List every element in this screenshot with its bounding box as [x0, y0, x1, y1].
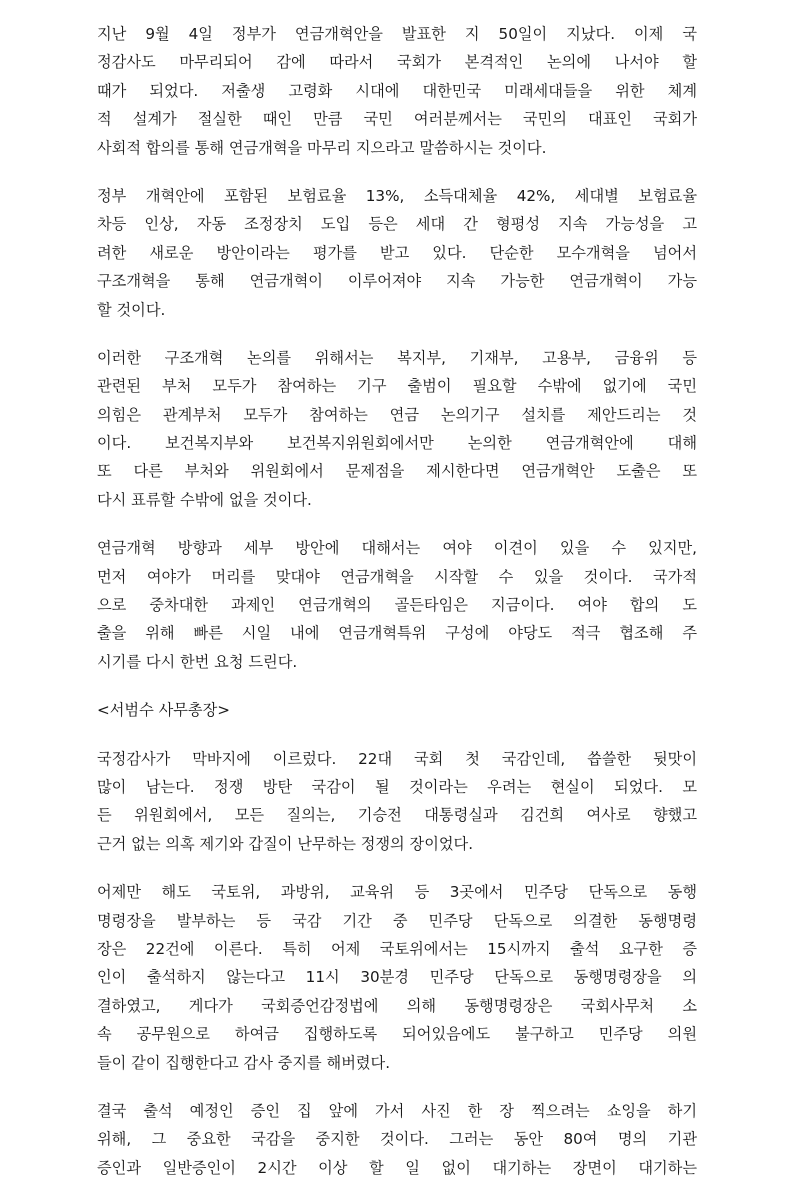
paragraph-audit-summary: [97, 745, 697, 859]
text-line: 려한 새로운 방안이라는 평가를 받고 있다. 단순한 모수개혁을 넘어서: [97, 243, 697, 262]
paragraph-subpoena-orders: [97, 878, 697, 1077]
paragraph-audit-suspension: [97, 1097, 697, 1182]
text-line: 시기를 다시 한번 요청 드린다.: [97, 652, 298, 671]
text-line: 위해, 그 중요한 국감을 중지한 것이다. 그러는 동안 80여 명의 기관: [97, 1130, 697, 1149]
text-line: 차등 인상, 자동 조정장치 도입 등은 세대 간 형평성 지속 가능성을 고: [97, 215, 697, 234]
text-line: 속 공무원으로 하여금 집행하도록 되어있음에도 불구하고 민주당 의원: [97, 1025, 697, 1044]
text-line: 많이 남는다. 정쟁 방탄 국감이 될 것이라는 우려는 현실이 되었다. 모: [97, 777, 697, 796]
paragraph-structural-reform: [97, 344, 697, 514]
text-line: 먼저 여야가 머리를 맞대야 연금개혁을 시작할 수 있을 것이다. 국가적: [97, 567, 697, 586]
text-line: 또 다른 부처와 위원회에서 문제점을 제시한다면 연금개혁안 도출은 또: [97, 462, 697, 481]
text-line: 든 위원회에서, 모든 질의는, 기승전 대통령실과 김건희 여사로 향했고: [97, 806, 697, 825]
text-line: 장은 22건에 이른다. 특히 어제 국토위에서는 15시까지 출석 요구한 증: [97, 939, 697, 958]
text-line: 적 설계가 절실한 때인 만큼 국민 여러분께서는 국민의 대표인 국회가: [97, 110, 697, 129]
text-line: 인이 출석하지 않는다고 11시 30분경 민주당 단독으로 동행명령장을 의: [97, 968, 697, 987]
text-line: 때가 되었다. 저출생 고령화 시대에 대한민국 미래세대들을 위한 체계: [97, 81, 697, 100]
text-line: 관련된 부처 모두가 참여하는 기구 출범이 필요할 수밖에 없기에 국민: [97, 377, 697, 396]
text-line: 들이 같이 집행한다고 감사 중지를 해버렸다.: [97, 1053, 391, 1072]
text-line: 명령장을 발부하는 등 국감 기간 중 민주당 단독으로 의결한 동행명령: [97, 911, 697, 930]
document-body: [97, 20, 697, 1202]
text-line: 결하였고, 게다가 국회증언감정법에 의해 동행명령장은 국회사무처 소: [97, 996, 697, 1015]
text-line: 사회적 합의를 통해 연금개혁을 마무리 지으라고 말씀하시는 것이다.: [97, 138, 547, 157]
speaker-heading-block: [97, 696, 697, 724]
paragraph-pension-reform-intro: [97, 20, 697, 162]
text-line: 정부 개혁안에 포함된 보험료율 13%, 소득대체율 42%, 세대별 보험료율: [97, 186, 697, 205]
paragraph-bipartisan-request: [97, 534, 697, 676]
text-line: 어제만 해도 국토위, 과방위, 교육위 등 3곳에서 민주당 단독으로 동행: [97, 883, 697, 902]
text-line: 다시 표류할 수밖에 없을 것이다.: [97, 490, 312, 509]
text-line: 연금개혁 방향과 세부 방안에 대해서는 여야 이견이 있을 수 있지만,: [97, 539, 697, 558]
text-line: 지난 9월 4일 정부가 연금개혁안을 발표한 지 50일이 지났다. 이제 국: [97, 25, 697, 43]
text-line: 정감사도 마무리되어 감에 따라서 국회가 본격적인 논의에 나서야 할: [97, 53, 697, 72]
text-line: 으로 중차대한 과제인 연금개혁의 골든타임은 지금이다. 여야 합의 도: [97, 596, 697, 615]
text-line: 결국 출석 예정인 증인 집 앞에 가서 사진 한 장 찍으려는 쇼잉을 하기: [97, 1101, 697, 1120]
text-line: 의힘은 관계부처 모두가 참여하는 연금 논의기구 설치를 제안드리는 것: [97, 405, 697, 424]
text-line: 국정감사가 막바지에 이르렀다. 22대 국회 첫 국감인데, 씁쓸한 뒷맛이: [97, 749, 697, 768]
speaker-heading: <서범수 사무총장>: [97, 701, 230, 720]
text-line: 구조개혁을 통해 연금개혁이 이루어져야 지속 가능한 연금개혁이 가능: [97, 272, 697, 291]
text-line: 이다. 보건복지부와 보건복지위원회에서만 논의한 연금개혁안에 대해: [97, 434, 697, 453]
text-line: 이러한 구조개혁 논의를 위해서는 복지부, 기재부, 고용부, 금융위 등: [97, 348, 697, 367]
text-line: 증인과 일반증인이 2시간 이상 할 일 없이 대기하는 장면이 대기하는: [97, 1158, 697, 1177]
text-line: 출을 위해 빠른 시일 내에 연금개혁특위 구성에 야당도 적극 협조해 주: [97, 624, 697, 643]
text-line: 할 것이다.: [97, 300, 166, 319]
text-line: 근거 없는 의혹 제기와 갑질이 난무하는 정쟁의 장이었다.: [97, 834, 474, 853]
paragraph-government-plan: [97, 182, 697, 324]
